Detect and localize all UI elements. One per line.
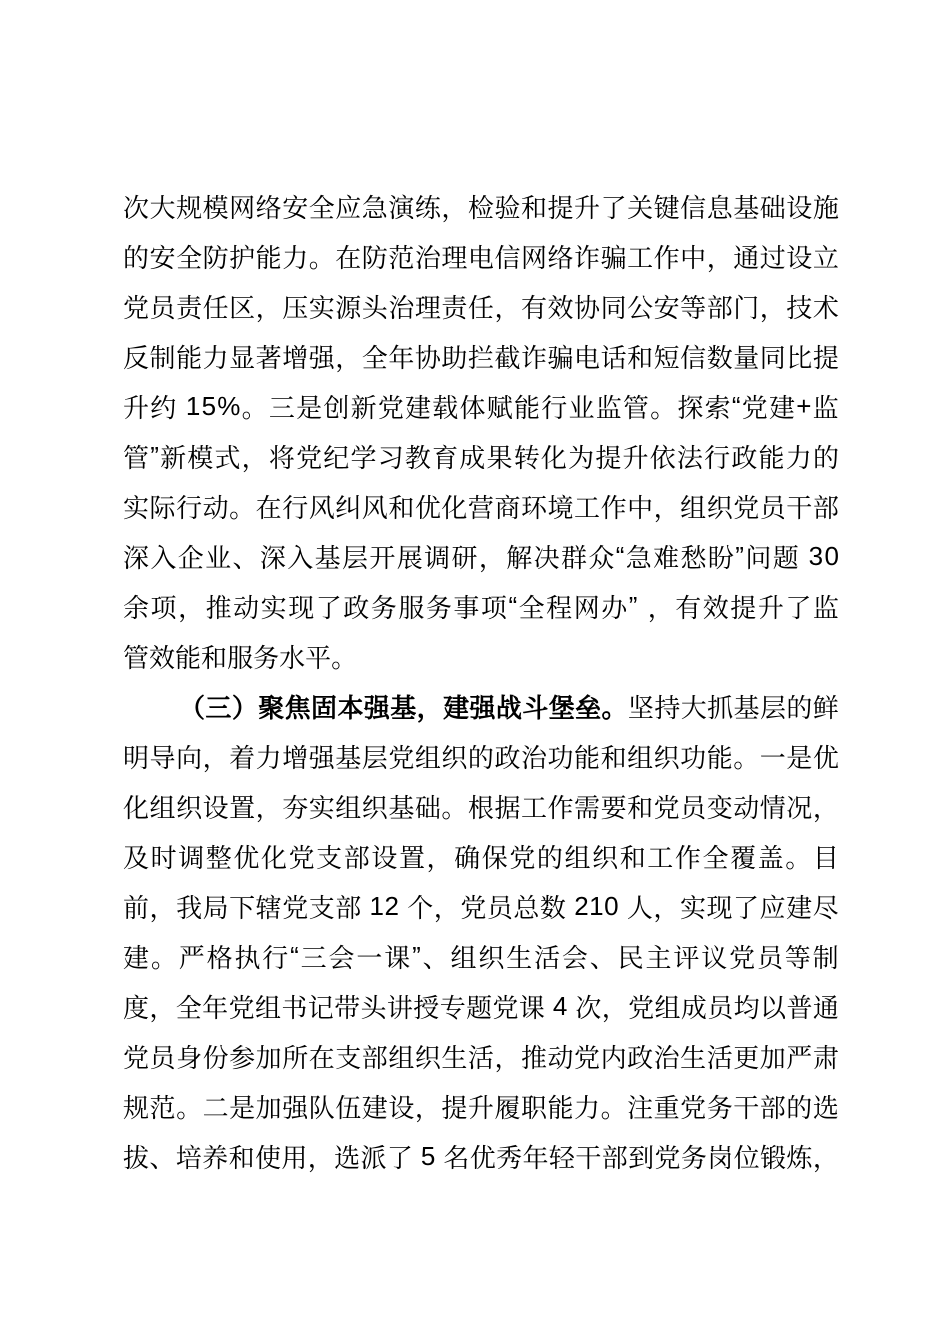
- text-line-p1-10: 管 效 能 和 服 务 水 平 。: [123, 642, 358, 673]
- text-line-p2-6: 建 。 严 格 执 行 “ 三 会 一 课 ” 、 组 织 生 活 会 、 民 主 评 议 党 员 等 制: [123, 940, 839, 973]
- text-line-p2-3: 化 组 织 设 置 ， 夯 实 组 织 基 础 。 根 据 工 作 需 要 和 党 员 变 动 情 况 ，: [123, 792, 839, 823]
- text-line-p2-5: 前 ， 我 局 下 辖 党 支 部 1 2 个 ， 党 员 总 数 2 1 0 人 ， 实 现 了 应 建 尽: [123, 890, 839, 923]
- text-line-p1-3: 党 员 责 任 区 ， 压 实 源 头 治 理 责 任 ， 有 效 协 同 公 安 等 部 门 ， 技 术: [123, 292, 839, 323]
- text-line-p1-4: 反 制 能 力 显 著 增 强 ， 全 年 协 助 拦 截 诈 骗 电 话 和 短 信 数 量 同 比 提: [123, 342, 839, 373]
- text-line-p2-4: 及 时 调 整 优 化 党 支 部 设 置 ， 确 保 党 的 组 织 和 工 作 全 覆 盖 。 目: [123, 842, 839, 873]
- text-line-p1-9: 余 项 ， 推 动 实 现 了 政 务 服 务 事 项 “ 全 程 网 办 ” ， 有 效 提 升 了 监: [123, 590, 839, 623]
- text-line-p1-2: 的 安 全 防 护 能 力 。 在 防 范 治 理 电 信 网 络 诈 骗 工 作 中 ， 通 过 设 立: [123, 242, 839, 273]
- document-body: [123, 181, 839, 1181]
- text-line-p2-8: 党 员 身 份 参 加 所 在 支 部 组 织 生 活 ， 推 动 党 内 政 治 生 活 更 加 严 肃: [123, 1042, 839, 1073]
- text-line-p2-1: （ 三 ） 聚 焦 固 本 强 基 ， 建 强 战 斗 堡 垒 。 坚 持 大 抓 基 层 的 鲜: [179, 692, 839, 723]
- text-line-p2-2: 明 导 向 ， 着 力 增 强 基 层 党 组 织 的 政 治 功 能 和 组 织 功 能 。 一 是 优: [123, 742, 839, 773]
- text-line-p2-9: 规 范 。 二 是 加 强 队 伍 建 设 ， 提 升 履 职 能 力 。 注 重 党 务 干 部 的 选: [123, 1092, 839, 1123]
- text-line-p1-8: 深 入 企 业 、 深 入 基 层 开 展 调 研 ， 解 决 群 众 “ 急 难 愁 盼 ” 问 题 3 0: [123, 540, 839, 573]
- text-line-p2-7: 度 ， 全 年 党 组 书 记 带 头 讲 授 专 题 党 课 4 次 ， 党 组 成 员 均 以 普 通: [123, 990, 839, 1023]
- text-line-p1-7: 实 际 行 动 。 在 行 风 纠 风 和 优 化 营 商 环 境 工 作 中 ， 组 织 党 员 干 部: [123, 492, 839, 523]
- text-line-p2-10: 拔 、 培 养 和 使 用 ， 选 派 了 5 名 优 秀 年 轻 干 部 到 党 务 岗 位 锻 炼 ，: [123, 1140, 839, 1173]
- text-line-p1-5: 升 约 1 5 % 。 三 是 创 新 党 建 载 体 赋 能 行 业 监 管 。 探 索 “ 党 建 + 监: [123, 390, 839, 423]
- text-line-p1-1: 次 大 规 模 网 络 安 全 应 急 演 练 ， 检 验 和 提 升 了 关 键 信 息 基 础 设 施: [123, 192, 839, 223]
- text-line-p1-6: 管 ” 新 模 式 ， 将 党 纪 学 习 教 育 成 果 转 化 为 提 升 依 法 行 政 能 力 的: [123, 440, 839, 473]
